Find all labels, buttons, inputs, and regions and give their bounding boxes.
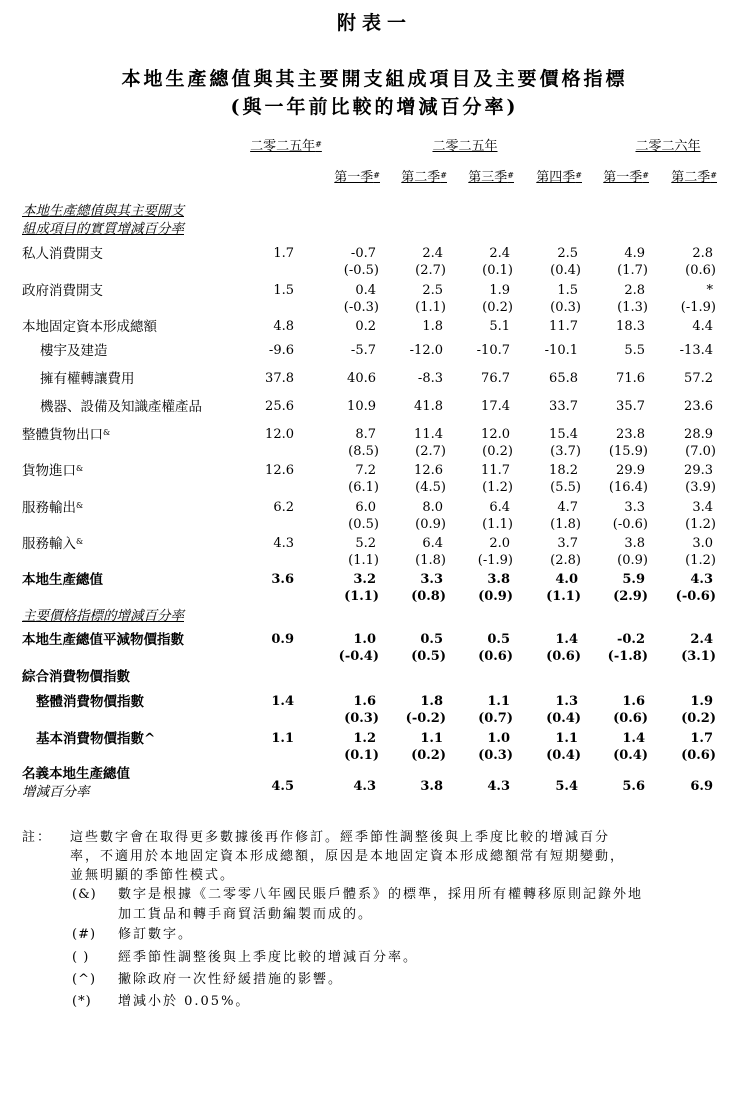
- quarter-qoq-value: (0.3): [344, 711, 379, 726]
- quarter-value: 65.8: [549, 371, 578, 386]
- quarter-value: 1.2: [353, 731, 376, 746]
- note-text: 經季節性調整後與上季度比較的增減百分率。: [118, 950, 419, 965]
- quarter-header: 第四季#: [536, 170, 582, 185]
- quarter-value: 1.1: [555, 731, 578, 746]
- quarter-value: 29.9: [616, 463, 645, 478]
- quarter-value: 1.1: [420, 731, 443, 746]
- quarter-qoq-value: (0.2): [681, 711, 716, 726]
- notes-line: 率，不適用於本地固定資本形成總額，原因是本地固定資本形成總額常有短期變動，: [70, 849, 626, 864]
- annual-value: 12.0: [265, 427, 294, 442]
- quarter-qoq-value: (1.2): [685, 553, 716, 568]
- quarter-qoq-value: (6.1): [348, 480, 379, 495]
- quarter-qoq-value: (-1.8): [607, 649, 648, 664]
- quarter-value: 2.4: [489, 246, 510, 261]
- quarter-value: 7.2: [355, 463, 376, 478]
- annual-value: 1.1: [271, 731, 294, 746]
- quarter-qoq-value: (0.4): [546, 711, 581, 726]
- section-heading-line1: 本地生產總值與其主要開支: [22, 203, 184, 219]
- quarter-qoq-value: (0.6): [681, 748, 716, 763]
- quarter-value: 40.6: [347, 371, 376, 386]
- quarter-value: -13.4: [679, 343, 713, 358]
- note-key: ( ): [72, 950, 90, 965]
- quarter-value: 0.5: [487, 632, 510, 647]
- annual-value: 1.5: [273, 283, 294, 298]
- quarter-value: 1.0: [353, 632, 376, 647]
- quarter-value: 71.6: [616, 371, 645, 386]
- quarter-value: 5.2: [355, 536, 376, 551]
- quarter-value: 1.9: [690, 694, 713, 709]
- quarter-qoq-value: (2.7): [415, 263, 446, 278]
- quarter-qoq-value: (0.6): [546, 649, 581, 664]
- quarter-value: 15.4: [549, 427, 578, 442]
- quarter-value: 11.7: [549, 319, 578, 334]
- quarter-value: 1.9: [489, 283, 510, 298]
- quarter-qoq-value: (1.8): [550, 517, 581, 532]
- note-text: 數字是根據《二零零八年國民賬戶體系》的標準，採用所有權轉移原則記錄外地: [118, 887, 644, 902]
- quarter-qoq-value: (7.0): [685, 444, 716, 459]
- quarter-value: 2.8: [692, 246, 713, 261]
- quarter-value: 2.5: [557, 246, 578, 261]
- quarter-value: -5.7: [350, 343, 376, 358]
- quarter-value: 3.3: [624, 500, 645, 515]
- quarter-value: 2.4: [690, 632, 713, 647]
- note-text: 加工貨品和轉手商貿活動編製而成的。: [118, 907, 374, 922]
- quarter-value: 3.7: [557, 536, 578, 551]
- quarter-header: 第一季#: [603, 170, 649, 185]
- quarter-header: 第三季#: [468, 170, 514, 185]
- quarter-qoq-value: (0.9): [617, 553, 648, 568]
- quarter-qoq-value: (0.5): [411, 649, 446, 664]
- quarter-qoq-value: (0.5): [348, 517, 379, 532]
- note-text: 增減小於 0.05%。: [118, 994, 251, 1009]
- quarter-qoq-value: (4.5): [415, 480, 446, 495]
- quarter-qoq-value: (1.2): [482, 480, 513, 495]
- quarter-qoq-value: (2.8): [550, 553, 581, 568]
- row-label: 貨物進口&: [22, 463, 84, 479]
- quarter-qoq-value: (0.6): [685, 263, 716, 278]
- quarter-qoq-value: (-1.9): [477, 553, 513, 568]
- annual-value: 25.6: [265, 399, 294, 414]
- row-label: 政府消費開支: [22, 283, 103, 299]
- quarter-qoq-value: (15.9): [608, 444, 648, 459]
- quarter-value: 3.0: [692, 536, 713, 551]
- quarter-value: 2.4: [422, 246, 443, 261]
- quarter-qoq-value: (0.1): [344, 748, 379, 763]
- annual-value: 12.6: [265, 463, 294, 478]
- quarter-qoq-value: (0.4): [546, 748, 581, 763]
- row-label: 本地固定資本形成總額: [22, 319, 157, 335]
- quarter-value: 1.4: [622, 731, 645, 746]
- quarter-qoq-value: (1.7): [617, 263, 648, 278]
- row-label: 私人消費開支: [22, 246, 103, 262]
- nominal-gdp-label: 名義本地生產總值: [22, 766, 130, 782]
- quarter-qoq-value: (1.1): [348, 553, 379, 568]
- quarter-value: 1.8: [422, 319, 443, 334]
- quarter-value: 29.3: [684, 463, 713, 478]
- quarter-value: 12.0: [481, 427, 510, 442]
- quarter-qoq-value: (0.6): [478, 649, 513, 664]
- quarter-value: 1.6: [622, 694, 645, 709]
- quarter-value: 3.8: [487, 572, 510, 587]
- quarter-value: 0.4: [355, 283, 376, 298]
- quarter-qoq-value: (-0.6): [612, 517, 648, 532]
- quarter-qoq-value: (0.2): [411, 748, 446, 763]
- nominal-gdp-sublabel: 增減百分率: [22, 784, 90, 800]
- quarter-value: 17.4: [481, 399, 510, 414]
- quarter-value: 5.1: [489, 319, 510, 334]
- quarter-value: 6.4: [422, 536, 443, 551]
- quarter-value: 4.3: [487, 779, 510, 794]
- quarter-value: 0.5: [420, 632, 443, 647]
- quarter-qoq-value: (8.5): [348, 444, 379, 459]
- quarter-value: 1.8: [420, 694, 443, 709]
- annual-value: 0.9: [271, 632, 294, 647]
- row-label: 機器、設備及知識產權產品: [40, 399, 202, 415]
- appendix-title: 附表一: [336, 12, 412, 34]
- quarter-qoq-value: (1.3): [617, 300, 648, 315]
- quarter-qoq-value: (3.7): [550, 444, 581, 459]
- quarter-value: -0.2: [616, 632, 645, 647]
- quarter-qoq-value: (-0.5): [343, 263, 379, 278]
- note-key: (&): [72, 887, 97, 902]
- row-label: 本地生產總值: [22, 572, 103, 588]
- note-key: (#): [72, 927, 97, 942]
- price-row-label: 本地生產總值平減物價指數: [22, 632, 184, 648]
- quarter-value: 8.0: [422, 500, 443, 515]
- quarter-header: 第二季#: [401, 170, 447, 185]
- quarter-qoq-value: (0.2): [482, 444, 513, 459]
- annual-value: 1.7: [273, 246, 294, 261]
- quarter-value: 2.0: [489, 536, 510, 551]
- header-annual: 二零二五年#: [250, 139, 322, 154]
- notes-line: 並無明顯的季節性模式。: [70, 868, 236, 883]
- quarter-qoq-value: (16.4): [608, 480, 648, 495]
- quarter-value: 1.7: [690, 731, 713, 746]
- quarter-value: 3.2: [353, 572, 376, 587]
- quarter-value: 4.4: [692, 319, 713, 334]
- annual-value: 4.8: [273, 319, 294, 334]
- annual-value: 37.8: [265, 371, 294, 386]
- quarter-qoq-value: (2.7): [415, 444, 446, 459]
- quarter-value: 12.6: [414, 463, 443, 478]
- quarter-value: 3.8: [624, 536, 645, 551]
- quarter-qoq-value: (-1.9): [680, 300, 716, 315]
- annual-value: 6.2: [273, 500, 294, 515]
- note-text: 修訂數字。: [118, 927, 194, 942]
- annual-value: 3.6: [271, 572, 294, 587]
- quarter-value: 1.5: [557, 283, 578, 298]
- quarter-value: 1.0: [487, 731, 510, 746]
- quarter-qoq-value: (0.8): [411, 589, 446, 604]
- note-key: (^): [72, 972, 97, 987]
- quarter-qoq-value: (-0.4): [338, 649, 379, 664]
- quarter-value: 6.4: [489, 500, 510, 515]
- quarter-qoq-value: (3.9): [685, 480, 716, 495]
- quarter-value: 4.3: [690, 572, 713, 587]
- note-key: (*): [72, 994, 92, 1009]
- quarter-value: 57.2: [684, 371, 713, 386]
- quarter-qoq-value: (-0.3): [343, 300, 379, 315]
- quarter-value: 11.7: [481, 463, 510, 478]
- quarter-qoq-value: (1.2): [685, 517, 716, 532]
- row-label: 服務輸入&: [22, 536, 84, 552]
- quarter-value: 4.7: [557, 500, 578, 515]
- row-label: 樓宇及建造: [40, 343, 108, 359]
- quarter-value: 33.7: [549, 399, 578, 414]
- price-row-label: 基本消費物價指數^: [36, 731, 156, 747]
- table-subtitle: (與一年前比較的增減百分率): [230, 96, 519, 118]
- quarter-qoq-value: (0.7): [478, 711, 513, 726]
- quarter-value: 11.4: [414, 427, 443, 442]
- quarter-value: 35.7: [616, 399, 645, 414]
- section-heading-line2: 組成項目的實質增減百分率: [22, 221, 184, 237]
- quarter-qoq-value: (0.9): [478, 589, 513, 604]
- quarter-qoq-value: (0.6): [613, 711, 648, 726]
- quarter-qoq-value: (0.4): [613, 748, 648, 763]
- quarter-value: 10.9: [347, 399, 376, 414]
- quarter-value: 5.9: [622, 572, 645, 587]
- quarter-qoq-value: (0.4): [550, 263, 581, 278]
- price-row-label: 綜合消費物價指數: [22, 669, 130, 685]
- quarter-qoq-value: (2.9): [613, 589, 648, 604]
- quarter-qoq-value: (1.1): [344, 589, 379, 604]
- quarter-value: 6.9: [690, 779, 713, 794]
- quarter-value: 23.6: [684, 399, 713, 414]
- header-group-2005: 二零二五年: [432, 139, 498, 154]
- note-text: 撇除政府一次性紓緩措施的影響。: [118, 972, 344, 987]
- quarter-header: 第一季#: [334, 170, 380, 185]
- row-label: 服務輸出&: [22, 500, 84, 516]
- row-label: 擁有權轉讓費用: [40, 371, 135, 387]
- quarter-value: 0.2: [355, 319, 376, 334]
- quarter-value: 3.4: [692, 500, 713, 515]
- quarter-value: 5.4: [555, 779, 578, 794]
- notes-label: 註：: [22, 830, 53, 845]
- quarter-value: 4.0: [555, 572, 578, 587]
- annual-value: -9.6: [268, 343, 294, 358]
- quarter-qoq-value: (0.3): [478, 748, 513, 763]
- quarter-value: 6.0: [355, 500, 376, 515]
- quarter-value: 4.3: [353, 779, 376, 794]
- annual-value: 4.3: [273, 536, 294, 551]
- price-row-label: 整體消費物價指數: [36, 694, 144, 710]
- table-title: 本地生產總值與其主要開支組成項目及主要價格指標: [121, 68, 628, 90]
- quarter-qoq-value: (5.5): [550, 480, 581, 495]
- quarter-value: -0.7: [350, 246, 376, 261]
- quarter-value: 2.5: [422, 283, 443, 298]
- quarter-qoq-value: (-0.2): [405, 711, 446, 726]
- quarter-value: 76.7: [481, 371, 510, 386]
- annual-value: 1.4: [271, 694, 294, 709]
- quarter-value: 8.7: [355, 427, 376, 442]
- quarter-qoq-value: (1.1): [415, 300, 446, 315]
- quarter-qoq-value: (1.1): [546, 589, 581, 604]
- quarter-value: 3.3: [420, 572, 443, 587]
- quarter-value: 5.6: [622, 779, 645, 794]
- quarter-qoq-value: (1.1): [482, 517, 513, 532]
- quarter-value: 1.3: [555, 694, 578, 709]
- price-section-heading: 主要價格指標的增減百分率: [22, 608, 184, 624]
- quarter-value: 41.8: [414, 399, 443, 414]
- quarter-qoq-value: (0.1): [482, 263, 513, 278]
- notes-line: 這些數字會在取得更多數據後再作修訂。經季節性調整後與上季度比較的增減百分: [70, 830, 611, 845]
- quarter-value: 1.1: [487, 694, 510, 709]
- quarter-value: *: [706, 283, 713, 298]
- quarter-value: 18.2: [549, 463, 578, 478]
- quarter-value: -10.1: [544, 343, 578, 358]
- quarter-value: 4.9: [624, 246, 645, 261]
- quarter-value: 23.8: [616, 427, 645, 442]
- quarter-qoq-value: (0.3): [550, 300, 581, 315]
- quarter-value: -10.7: [476, 343, 510, 358]
- quarter-qoq-value: (1.8): [415, 553, 446, 568]
- quarter-qoq-value: (0.9): [415, 517, 446, 532]
- quarter-value: 2.8: [624, 283, 645, 298]
- quarter-qoq-value: (0.2): [482, 300, 513, 315]
- quarter-qoq-value: (-0.6): [675, 589, 716, 604]
- quarter-value: 5.5: [624, 343, 645, 358]
- annual-value: 4.5: [271, 779, 294, 794]
- header-group-2006: 二零二六年: [635, 139, 701, 154]
- quarter-qoq-value: (3.1): [681, 649, 716, 664]
- quarter-value: 1.6: [353, 694, 376, 709]
- quarter-value: 18.3: [616, 319, 645, 334]
- quarter-header: 第二季#: [671, 170, 717, 185]
- quarter-value: 1.4: [555, 632, 578, 647]
- quarter-value: 3.8: [420, 779, 443, 794]
- row-label: 整體貨物出口&: [22, 427, 111, 443]
- quarter-value: 28.9: [684, 427, 713, 442]
- quarter-value: -8.3: [417, 371, 443, 386]
- quarter-value: -12.0: [409, 343, 443, 358]
